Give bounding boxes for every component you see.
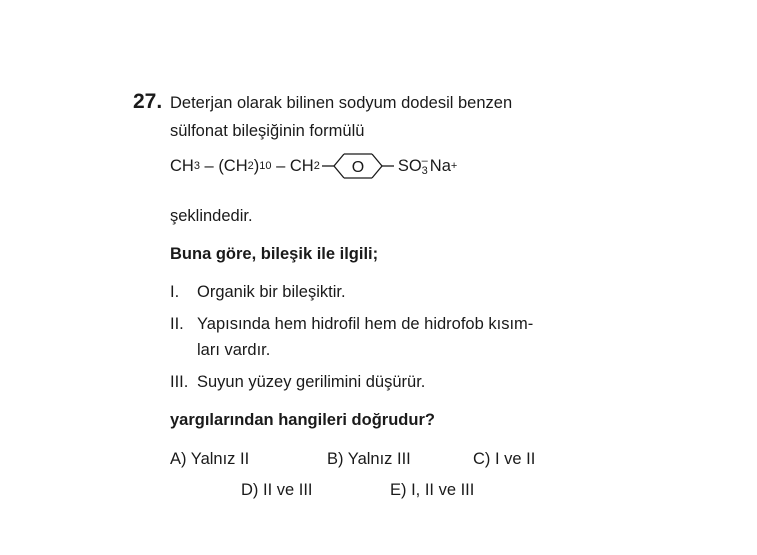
formula-repeat-subscript: 10: [259, 160, 272, 172]
statement-text: Yapısında hem hidrofil hem de hidrofob kısım-: [197, 315, 534, 333]
question-prompt: Buna göre, bileşik ile ilgili;: [170, 245, 379, 263]
option-e[interactable]: E) I, II ve III: [390, 481, 475, 499]
formula-na: Na: [429, 156, 451, 175]
formula-paren-close: ): [253, 156, 260, 175]
formula-na-charge: +: [450, 160, 458, 172]
statement-text: Suyun yüzey gerilimini düşürür.: [197, 373, 426, 391]
formula-so3-scripts: [422, 156, 428, 176]
statement-roman: I.: [170, 283, 180, 301]
question-stem-line-2: sülfonat bileşiğinin formülü: [170, 122, 365, 140]
formula-so3: SO: [397, 156, 422, 175]
formula-ch2-end: – CH: [271, 156, 314, 175]
question-closing: yargılarından hangileri doğrudur?: [170, 411, 435, 429]
option-b[interactable]: B) Yalnız III: [327, 450, 411, 468]
statement-text-continued: ları vardır.: [197, 341, 271, 359]
formula-ch2b-subscript: 2: [313, 160, 320, 172]
option-d[interactable]: D) II ve III: [241, 481, 313, 499]
formula-ch2-group: – (CH: [199, 156, 248, 175]
statement-roman: II.: [170, 315, 184, 333]
question-number: 27.: [133, 90, 163, 113]
benzene-ring-label: O: [351, 159, 365, 176]
option-c[interactable]: C) I ve II: [473, 450, 536, 468]
question-stem-line-1: Deterjan olarak bilinen sodyum dodesil benzen: [170, 94, 513, 112]
formula-ch2-subscript: 2: [247, 160, 254, 172]
after-formula-text: şeklindedir.: [170, 207, 253, 225]
formula-ch3-subscript: 3: [193, 160, 200, 172]
formula-so3-subscript: 3: [421, 165, 428, 177]
statement-roman: III.: [170, 373, 189, 391]
option-a[interactable]: A) Yalnız II: [170, 450, 250, 468]
formula-so3-charge: –: [421, 155, 428, 167]
chemical-formula: [170, 152, 457, 180]
benzene-ring-icon: [322, 152, 394, 180]
formula-ch3: CH: [170, 156, 194, 175]
statement-text: Organik bir bileşiktir.: [197, 283, 346, 301]
